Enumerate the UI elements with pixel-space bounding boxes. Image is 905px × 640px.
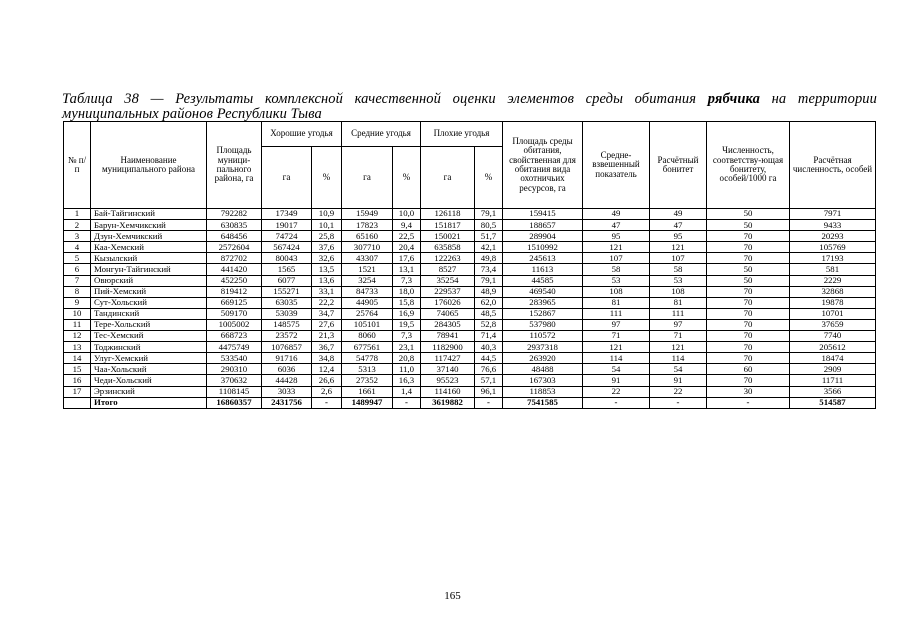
table-row xyxy=(64,253,876,264)
cell-name: Пий-Хемский xyxy=(91,286,207,297)
cell-name: Кызылский xyxy=(91,253,207,264)
cell-poor-pct: 51,7 xyxy=(475,231,503,242)
cell-good-ha: 74724 xyxy=(262,231,312,242)
cell-medium-pct: 23,1 xyxy=(393,342,421,353)
cell-weighted: 108 xyxy=(583,286,650,297)
cell-poor-pct: 79,1 xyxy=(475,275,503,286)
cell-name: Чеди-Хольский xyxy=(91,375,207,386)
cell-area: 819412 xyxy=(207,286,262,297)
cell-medium-pct: 16,3 xyxy=(393,375,421,386)
cell-name: Монгун-Тайгинский xyxy=(91,264,207,275)
cell-weighted: 71 xyxy=(583,331,650,342)
cell-num: 2 xyxy=(64,220,91,231)
cell-medium-pct: 9,4 xyxy=(393,220,421,231)
cell-area: 4475749 xyxy=(207,342,262,353)
cell-area: 668723 xyxy=(207,331,262,342)
cell-poor-ha: 117427 xyxy=(421,353,475,364)
cell-good-ha: 1076857 xyxy=(262,342,312,353)
cell-name: Овюрский xyxy=(91,275,207,286)
cell-good-ha: 91716 xyxy=(262,353,312,364)
cell-good-ha: 567424 xyxy=(262,242,312,253)
cell-poor-ha: 635858 xyxy=(421,242,475,253)
cell-weighted: 114 xyxy=(583,353,650,364)
cell-good-pct: 13,6 xyxy=(312,275,342,286)
cell-medium-ha: 677561 xyxy=(342,342,393,353)
cell-poor-pct: 73,4 xyxy=(475,264,503,275)
header-density: Численность, соответству-ющая бонитету, особей/1000 га xyxy=(707,122,790,209)
cell-good-pct: - xyxy=(312,397,342,408)
cell-density: 70 xyxy=(707,342,790,353)
cell-population: 10701 xyxy=(790,308,876,319)
cell-area: 533540 xyxy=(207,353,262,364)
cell-num: 11 xyxy=(64,319,91,330)
cell-medium-pct: 16,9 xyxy=(393,308,421,319)
cell-poor-ha: 37140 xyxy=(421,364,475,375)
table-caption xyxy=(62,92,877,122)
cell-weighted: 121 xyxy=(583,242,650,253)
cell-bonitet: 114 xyxy=(650,353,707,364)
cell-num: 14 xyxy=(64,353,91,364)
cell-density: 70 xyxy=(707,319,790,330)
cell-density: 60 xyxy=(707,364,790,375)
header-medium: Средние угодья xyxy=(342,122,421,147)
table-row xyxy=(64,353,876,364)
cell-poor-pct: 79,1 xyxy=(475,209,503,220)
cell-area: 370632 xyxy=(207,375,262,386)
cell-medium-ha: 5313 xyxy=(342,364,393,375)
header-num: № п/п xyxy=(64,122,91,209)
table-row xyxy=(64,386,876,397)
cell-bonitet: 81 xyxy=(650,297,707,308)
cell-density: 30 xyxy=(707,386,790,397)
cell-habitat-area: 263920 xyxy=(503,353,583,364)
cell-area: 290310 xyxy=(207,364,262,375)
header-good: Хорошие угодья xyxy=(262,122,342,147)
cell-density: 50 xyxy=(707,220,790,231)
cell-density: 50 xyxy=(707,264,790,275)
cell-area: 1108145 xyxy=(207,386,262,397)
cell-medium-ha: 84733 xyxy=(342,286,393,297)
cell-name: Тандинский xyxy=(91,308,207,319)
cell-bonitet: - xyxy=(650,397,707,408)
cell-num: 15 xyxy=(64,364,91,375)
cell-num: 9 xyxy=(64,297,91,308)
cell-name: Улуг-Хемский xyxy=(91,353,207,364)
cell-habitat-area: 245613 xyxy=(503,253,583,264)
cell-bonitet: 71 xyxy=(650,331,707,342)
cell-poor-ha: 114160 xyxy=(421,386,475,397)
cell-medium-ha: 15949 xyxy=(342,209,393,220)
cell-medium-pct: 18,0 xyxy=(393,286,421,297)
cell-population: 581 xyxy=(790,264,876,275)
cell-good-ha: 23572 xyxy=(262,331,312,342)
table-row xyxy=(64,331,876,342)
cell-population: 20293 xyxy=(790,231,876,242)
cell-weighted: 81 xyxy=(583,297,650,308)
cell-name: Каа-Хемский xyxy=(91,242,207,253)
cell-num: 4 xyxy=(64,242,91,253)
cell-medium-pct: 15,8 xyxy=(393,297,421,308)
cell-num: 13 xyxy=(64,342,91,353)
cell-habitat-area: 110572 xyxy=(503,331,583,342)
cell-name: Итого xyxy=(91,397,207,408)
cell-poor-ha: 122263 xyxy=(421,253,475,264)
cell-density: 70 xyxy=(707,231,790,242)
cell-population: 37659 xyxy=(790,319,876,330)
cell-density: 70 xyxy=(707,297,790,308)
cell-weighted: 58 xyxy=(583,264,650,275)
cell-poor-pct: 62,0 xyxy=(475,297,503,308)
cell-bonitet: 49 xyxy=(650,209,707,220)
cell-good-pct: 34,7 xyxy=(312,308,342,319)
cell-name: Тоджинский xyxy=(91,342,207,353)
cell-bonitet: 54 xyxy=(650,364,707,375)
cell-good-ha: 6077 xyxy=(262,275,312,286)
cell-good-ha: 3033 xyxy=(262,386,312,397)
cell-habitat-area: 11613 xyxy=(503,264,583,275)
cell-num: 5 xyxy=(64,253,91,264)
table-row xyxy=(64,342,876,353)
cell-medium-pct: 13,1 xyxy=(393,264,421,275)
cell-habitat-area: 7541585 xyxy=(503,397,583,408)
cell-poor-ha: 35254 xyxy=(421,275,475,286)
cell-habitat-area: 537980 xyxy=(503,319,583,330)
cell-weighted: 53 xyxy=(583,275,650,286)
table-row xyxy=(64,264,876,275)
header-poor: Плохие угодья xyxy=(421,122,503,147)
cell-good-pct: 26,6 xyxy=(312,375,342,386)
cell-area: 630835 xyxy=(207,220,262,231)
header-population: Расчётная численность, особей xyxy=(790,122,876,209)
cell-good-pct: 21,3 xyxy=(312,331,342,342)
cell-poor-ha: 151817 xyxy=(421,220,475,231)
cell-name: Дзун-Хемчикский xyxy=(91,231,207,242)
cell-num: 12 xyxy=(64,331,91,342)
cell-population: 2909 xyxy=(790,364,876,375)
cell-good-ha: 44428 xyxy=(262,375,312,386)
cell-poor-pct: 52,8 xyxy=(475,319,503,330)
cell-medium-ha: 105101 xyxy=(342,319,393,330)
cell-medium-pct: 20,8 xyxy=(393,353,421,364)
cell-good-pct: 27,6 xyxy=(312,319,342,330)
cell-habitat-area: 469540 xyxy=(503,286,583,297)
cell-weighted: - xyxy=(583,397,650,408)
cell-weighted: 107 xyxy=(583,253,650,264)
cell-population: 3566 xyxy=(790,386,876,397)
cell-area: 509170 xyxy=(207,308,262,319)
page-number: 165 xyxy=(444,590,461,602)
cell-area: 648456 xyxy=(207,231,262,242)
cell-poor-pct: 48,9 xyxy=(475,286,503,297)
cell-weighted: 111 xyxy=(583,308,650,319)
table-row xyxy=(64,275,876,286)
cell-density: 70 xyxy=(707,375,790,386)
cell-poor-pct: 57,1 xyxy=(475,375,503,386)
cell-good-ha: 6036 xyxy=(262,364,312,375)
cell-habitat-area: 188657 xyxy=(503,220,583,231)
cell-area: 669125 xyxy=(207,297,262,308)
header-bonitet: Расчётный бонитет xyxy=(650,122,707,209)
cell-area: 441420 xyxy=(207,264,262,275)
cell-habitat-area: 152867 xyxy=(503,308,583,319)
cell-weighted: 97 xyxy=(583,319,650,330)
total-row xyxy=(64,397,876,408)
cell-habitat-area: 289904 xyxy=(503,231,583,242)
cell-medium-ha: 27352 xyxy=(342,375,393,386)
cell-good-ha: 63035 xyxy=(262,297,312,308)
cell-bonitet: 58 xyxy=(650,264,707,275)
cell-bonitet: 47 xyxy=(650,220,707,231)
cell-medium-ha: 44905 xyxy=(342,297,393,308)
cell-population: 18474 xyxy=(790,353,876,364)
cell-poor-pct: - xyxy=(475,397,503,408)
cell-bonitet: 107 xyxy=(650,253,707,264)
caption-species: рябчика xyxy=(707,91,760,107)
cell-area: 2572604 xyxy=(207,242,262,253)
cell-area: 792282 xyxy=(207,209,262,220)
cell-poor-ha: 8527 xyxy=(421,264,475,275)
cell-weighted: 91 xyxy=(583,375,650,386)
cell-area: 452250 xyxy=(207,275,262,286)
cell-num xyxy=(64,397,91,408)
cell-name: Бай-Тайгинский xyxy=(91,209,207,220)
cell-bonitet: 91 xyxy=(650,375,707,386)
cell-poor-pct: 71,4 xyxy=(475,331,503,342)
cell-good-ha: 155271 xyxy=(262,286,312,297)
cell-medium-pct: - xyxy=(393,397,421,408)
cell-num: 1 xyxy=(64,209,91,220)
cell-good-ha: 1565 xyxy=(262,264,312,275)
cell-habitat-area: 118853 xyxy=(503,386,583,397)
cell-poor-ha: 3619882 xyxy=(421,397,475,408)
cell-weighted: 22 xyxy=(583,386,650,397)
cell-population: 32868 xyxy=(790,286,876,297)
cell-name: Барун-Хемчикский xyxy=(91,220,207,231)
cell-poor-ha: 78941 xyxy=(421,331,475,342)
cell-density: 70 xyxy=(707,242,790,253)
cell-num: 8 xyxy=(64,286,91,297)
cell-good-pct: 25,8 xyxy=(312,231,342,242)
header-poor-ha: га xyxy=(421,147,475,209)
table-row xyxy=(64,375,876,386)
cell-good-ha: 148575 xyxy=(262,319,312,330)
cell-good-pct: 22,2 xyxy=(312,297,342,308)
header-good-pct: % xyxy=(312,147,342,209)
cell-medium-pct: 17,6 xyxy=(393,253,421,264)
cell-poor-ha: 229537 xyxy=(421,286,475,297)
cell-good-ha: 19017 xyxy=(262,220,312,231)
header-medium-ha: га xyxy=(342,147,393,209)
cell-name: Эрзинский xyxy=(91,386,207,397)
cell-name: Сут-Хольский xyxy=(91,297,207,308)
cell-poor-pct: 80,5 xyxy=(475,220,503,231)
cell-good-pct: 36,7 xyxy=(312,342,342,353)
cell-medium-pct: 19,5 xyxy=(393,319,421,330)
cell-bonitet: 53 xyxy=(650,275,707,286)
cell-bonitet: 121 xyxy=(650,342,707,353)
cell-medium-pct: 10,0 xyxy=(393,209,421,220)
cell-medium-ha: 8060 xyxy=(342,331,393,342)
cell-weighted: 54 xyxy=(583,364,650,375)
cell-num: 7 xyxy=(64,275,91,286)
table-body xyxy=(64,209,876,409)
cell-density: 70 xyxy=(707,308,790,319)
cell-density: - xyxy=(707,397,790,408)
cell-density: 70 xyxy=(707,331,790,342)
cell-good-ha: 80043 xyxy=(262,253,312,264)
cell-medium-pct: 22,5 xyxy=(393,231,421,242)
cell-num: 17 xyxy=(64,386,91,397)
cell-poor-pct: 96,1 xyxy=(475,386,503,397)
header-habitat-area: Площадь среды обитания, свойственная для обитания вида охотничьих ресурсов, га xyxy=(503,122,583,209)
cell-good-pct: 33,1 xyxy=(312,286,342,297)
cell-population: 7740 xyxy=(790,331,876,342)
cell-poor-ha: 74065 xyxy=(421,308,475,319)
cell-good-ha: 2431756 xyxy=(262,397,312,408)
cell-num: 10 xyxy=(64,308,91,319)
caption-prefix: Таблица 38 — Результаты комплексной качественной оценки элементов среды обитания xyxy=(62,91,697,107)
cell-population: 17193 xyxy=(790,253,876,264)
cell-poor-ha: 1182900 xyxy=(421,342,475,353)
cell-good-pct: 32,6 xyxy=(312,253,342,264)
cell-medium-ha: 1489947 xyxy=(342,397,393,408)
cell-medium-ha: 1521 xyxy=(342,264,393,275)
cell-medium-ha: 1661 xyxy=(342,386,393,397)
cell-population: 2229 xyxy=(790,275,876,286)
table-row xyxy=(64,364,876,375)
cell-good-pct: 2,6 xyxy=(312,386,342,397)
cell-bonitet: 121 xyxy=(650,242,707,253)
cell-medium-ha: 54778 xyxy=(342,353,393,364)
cell-good-pct: 10,9 xyxy=(312,209,342,220)
cell-population: 9433 xyxy=(790,220,876,231)
cell-medium-ha: 65160 xyxy=(342,231,393,242)
table-row xyxy=(64,209,876,220)
cell-density: 70 xyxy=(707,286,790,297)
cell-area: 1005002 xyxy=(207,319,262,330)
cell-poor-ha: 176026 xyxy=(421,297,475,308)
cell-good-pct: 13,5 xyxy=(312,264,342,275)
table-row xyxy=(64,242,876,253)
cell-good-pct: 34,8 xyxy=(312,353,342,364)
cell-good-pct: 37,6 xyxy=(312,242,342,253)
cell-bonitet: 108 xyxy=(650,286,707,297)
cell-medium-ha: 43307 xyxy=(342,253,393,264)
cell-medium-pct: 1,4 xyxy=(393,386,421,397)
cell-medium-pct: 7,3 xyxy=(393,331,421,342)
cell-medium-ha: 25764 xyxy=(342,308,393,319)
cell-habitat-area: 48488 xyxy=(503,364,583,375)
cell-good-pct: 10,1 xyxy=(312,220,342,231)
cell-bonitet: 111 xyxy=(650,308,707,319)
cell-density: 50 xyxy=(707,209,790,220)
cell-weighted: 95 xyxy=(583,231,650,242)
cell-poor-ha: 284305 xyxy=(421,319,475,330)
cell-good-pct: 12,4 xyxy=(312,364,342,375)
cell-medium-ha: 3254 xyxy=(342,275,393,286)
header-row-1 xyxy=(64,122,876,147)
cell-name: Тере-Хольский xyxy=(91,319,207,330)
results-table xyxy=(63,121,876,409)
cell-habitat-area: 1510992 xyxy=(503,242,583,253)
cell-density: 70 xyxy=(707,253,790,264)
cell-poor-pct: 40,3 xyxy=(475,342,503,353)
cell-poor-ha: 95523 xyxy=(421,375,475,386)
table-row xyxy=(64,308,876,319)
cell-population: 19878 xyxy=(790,297,876,308)
cell-medium-pct: 7,3 xyxy=(393,275,421,286)
cell-area: 16860357 xyxy=(207,397,262,408)
cell-density: 70 xyxy=(707,353,790,364)
cell-name: Чаа-Хольский xyxy=(91,364,207,375)
cell-poor-ha: 150021 xyxy=(421,231,475,242)
cell-population: 7971 xyxy=(790,209,876,220)
cell-poor-pct: 44,5 xyxy=(475,353,503,364)
cell-poor-pct: 49,8 xyxy=(475,253,503,264)
header-medium-pct: % xyxy=(393,147,421,209)
cell-population: 105769 xyxy=(790,242,876,253)
cell-habitat-area: 167303 xyxy=(503,375,583,386)
cell-area: 872702 xyxy=(207,253,262,264)
header-name: Наименование муниципального района xyxy=(91,122,207,209)
cell-population: 514587 xyxy=(790,397,876,408)
cell-bonitet: 95 xyxy=(650,231,707,242)
header-weighted: Средне-взвешенный показатель xyxy=(583,122,650,209)
header-good-ha: га xyxy=(262,147,312,209)
table-row xyxy=(64,319,876,330)
cell-poor-pct: 48,5 xyxy=(475,308,503,319)
cell-density: 50 xyxy=(707,275,790,286)
cell-poor-ha: 126118 xyxy=(421,209,475,220)
cell-population: 11711 xyxy=(790,375,876,386)
table-row xyxy=(64,297,876,308)
cell-medium-pct: 20,4 xyxy=(393,242,421,253)
cell-population: 205612 xyxy=(790,342,876,353)
cell-name: Тес-Хемский xyxy=(91,331,207,342)
header-area: Площадь муници-пального района, га xyxy=(207,122,262,209)
cell-medium-pct: 11,0 xyxy=(393,364,421,375)
cell-num: 16 xyxy=(64,375,91,386)
caption-suffix: на территории муниципальных районов Республики Тыва xyxy=(62,91,877,122)
cell-poor-pct: 76,6 xyxy=(475,364,503,375)
cell-weighted: 121 xyxy=(583,342,650,353)
table-row xyxy=(64,231,876,242)
cell-bonitet: 22 xyxy=(650,386,707,397)
table-row xyxy=(64,220,876,231)
cell-weighted: 49 xyxy=(583,209,650,220)
cell-medium-ha: 307710 xyxy=(342,242,393,253)
cell-good-ha: 53039 xyxy=(262,308,312,319)
cell-habitat-area: 2937318 xyxy=(503,342,583,353)
table-row xyxy=(64,286,876,297)
cell-poor-pct: 42,1 xyxy=(475,242,503,253)
cell-good-ha: 17349 xyxy=(262,209,312,220)
cell-habitat-area: 44585 xyxy=(503,275,583,286)
cell-habitat-area: 283965 xyxy=(503,297,583,308)
cell-num: 3 xyxy=(64,231,91,242)
cell-weighted: 47 xyxy=(583,220,650,231)
cell-medium-ha: 17823 xyxy=(342,220,393,231)
cell-habitat-area: 159415 xyxy=(503,209,583,220)
cell-num: 6 xyxy=(64,264,91,275)
header-poor-pct: % xyxy=(475,147,503,209)
cell-bonitet: 97 xyxy=(650,319,707,330)
